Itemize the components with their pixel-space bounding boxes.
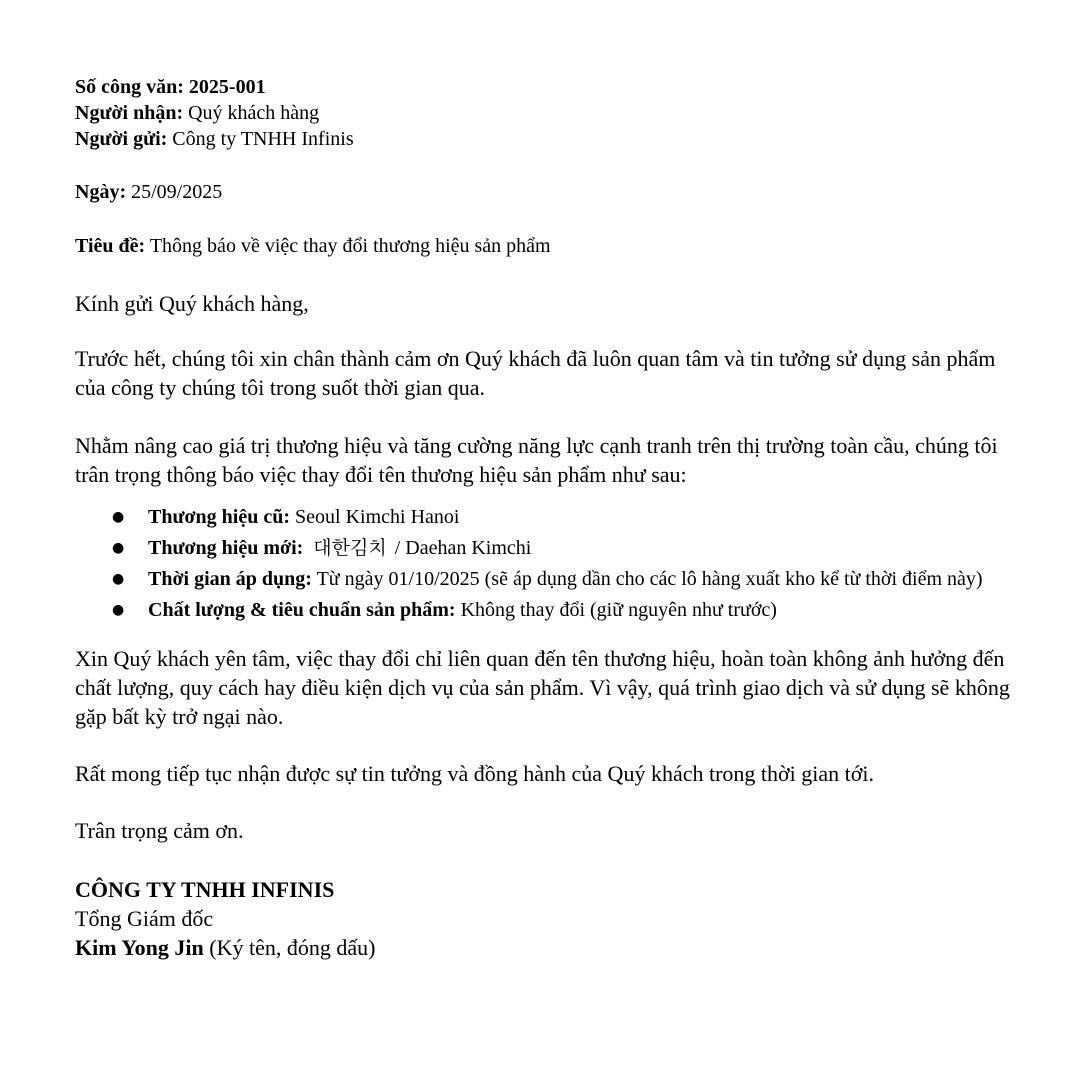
list-item-effective-date: [75, 567, 1015, 592]
greeting: Kính gửi Quý khách hàng,: [75, 291, 309, 316]
recipient-line: [75, 100, 1015, 126]
paragraph-hope: Rất mong tiếp tục nhận được sự tin tưởng và đồng hành của Quý khách trong thời gian tới.: [75, 761, 875, 786]
quality-label: Chất lượng & tiêu chuẩn sản phẩm:: [148, 599, 456, 621]
new-brand-value: / Daehan Kimchi: [394, 537, 532, 559]
subject-label: Tiêu đề:: [75, 235, 146, 257]
effective-date-label: Thời gian áp dụng:: [148, 568, 312, 590]
company-name: CÔNG TY TNHH INFINIS: [75, 877, 335, 902]
bullet-icon: ●: [112, 540, 125, 556]
paragraph-announcement: Nhằm nâng cao giá trị thương hiệu và tăng cường năng lực cạnh tranh trên thị trường toàn cầu, chúng tôi trân trọng thông báo việc thay đổi tên thương hiệu sản phẩm như sau:: [75, 433, 998, 487]
recipient-value: Quý khách hàng: [188, 102, 320, 124]
signature-block: [75, 875, 1015, 962]
subject-value: Thông báo về việc thay đổi thương hiệu sản phẩm: [149, 235, 551, 257]
new-brand-label: Thương hiệu mới:: [148, 537, 304, 559]
new-brand-korean: 대한김치: [313, 537, 387, 559]
closing-thanks: Trân trọng cảm ơn.: [75, 818, 244, 843]
old-brand-label: Thương hiệu cũ:: [148, 506, 291, 528]
brand-change-list: [75, 505, 1015, 623]
bullet-icon: ●: [112, 509, 125, 525]
sender-line: [75, 126, 1015, 152]
signer-line: [75, 933, 1015, 962]
subject-line: [75, 233, 1015, 259]
signature-note: (Ký tên, đóng dấu): [209, 935, 376, 960]
bullet-icon: ●: [112, 602, 125, 618]
date-label: Ngày:: [75, 181, 127, 203]
paragraph-reassurance: Xin Quý khách yên tâm, việc thay đổi chỉ liên quan đến tên thương hiệu, hoàn toàn không ảnh hưởng đến chất lượng, quy cách hay điều kiện dịch vụ của sản phẩm. Vì vậy, quá trình giao dịch và sử dụng sẽ không gặp bất kỳ trở ngại nào.: [75, 646, 1010, 729]
effective-date-value: Từ ngày 01/10/2025 (sẽ áp dụng dần cho các lô hàng xuất kho kể từ thời điểm này): [316, 568, 983, 590]
recipient-label: Người nhận:: [75, 102, 184, 124]
old-brand-value: Seoul Kimchi Hanoi: [295, 506, 460, 528]
signer-title: Tổng Giám đốc: [75, 906, 214, 931]
doc-number-value: 2025-001: [188, 76, 266, 98]
sender-label: Người gửi:: [75, 128, 168, 150]
list-item-quality: [75, 598, 1015, 623]
company-name-line: [75, 875, 1015, 904]
list-item-new-brand: [75, 536, 1015, 561]
date-line: [75, 179, 1015, 205]
paragraph-thanks: Trước hết, chúng tôi xin chân thành cảm ơn Quý khách đã luôn quan tâm và tin tưởng sử dụng sản phẩm của công ty chúng tôi trong suốt thời gian qua.: [75, 346, 996, 400]
quality-value: Không thay đổi (giữ nguyên như trước): [460, 599, 777, 621]
document-meta: [75, 74, 1015, 152]
doc-number-label: Số công văn:: [75, 76, 184, 98]
document-page: [75, 74, 1015, 962]
doc-number-line: [75, 74, 1015, 100]
date-value: 25/09/2025: [131, 181, 223, 203]
sender-value: Công ty TNHH Infinis: [172, 128, 354, 150]
list-item-old-brand: [75, 505, 1015, 530]
signer-name: Kim Yong Jin: [75, 935, 204, 960]
bullet-icon: ●: [112, 571, 125, 587]
